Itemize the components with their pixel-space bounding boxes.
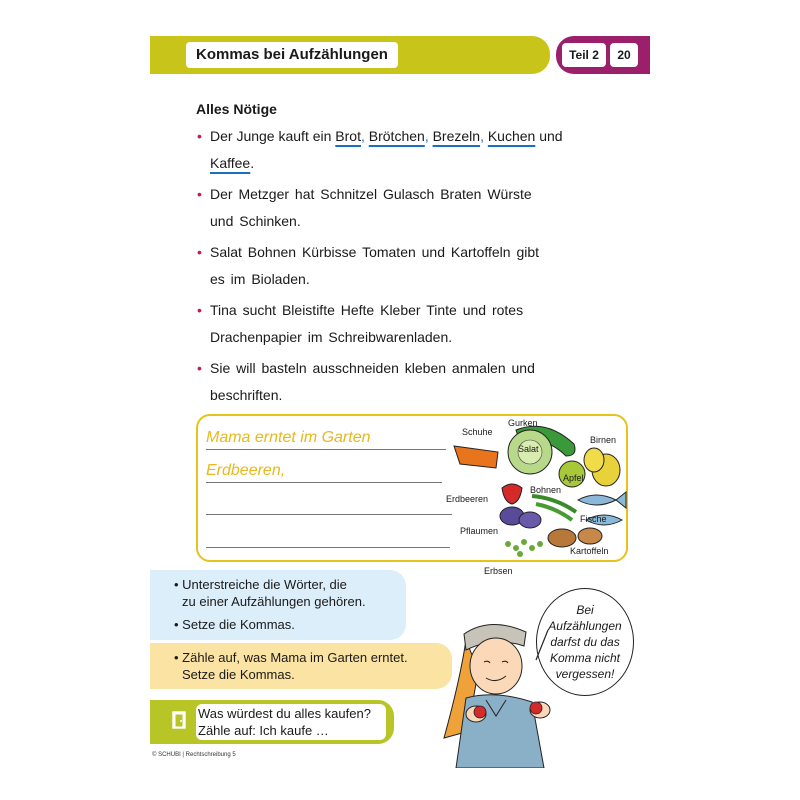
sentence-4-line2: Drachenpapier im Schreibwarenladen. [210,329,453,345]
instruction-list-harvest [174,649,408,683]
page-number: 20 [610,43,638,67]
instruction-text: • Zähle auf, was Mama im Garten erntet. [174,650,408,665]
answer-line[interactable] [206,514,452,515]
underlined-word: Brezeln [432,128,481,144]
sentence-1-period: . [250,155,255,171]
instruction-text: zu einer Aufzählungen gehören. [182,594,366,609]
label-erdbeeren: Erdbeeren [446,494,489,504]
underlined-word: Brötchen [368,128,425,144]
bullet: • [197,302,202,318]
bullet: • [197,360,202,376]
speech-line: Aufzählungen [548,619,622,633]
comma: , [360,128,369,144]
comma: , [480,128,488,144]
label-gurken: Gurken [508,418,538,428]
label-kartoffeln: Kartoffeln [570,546,609,556]
instruction-text: Was würdest du alles kaufen? [198,706,371,721]
bullet: • [197,244,202,260]
underlined-word: Kuchen [487,128,536,144]
sentence-3 [210,239,610,293]
footer-copyright: © SCHUBI | Rechtschreibung 5 [152,752,236,758]
bullet: • [197,186,202,202]
speech-line: vergessen! [555,667,615,681]
sentence-5-line1: Sie will basteln ausschneiden kleben anmalen und [210,360,535,376]
sentence-4-line1: Tina sucht Bleistifte Hefte Kleber Tinte und rotes [210,302,524,318]
instruction-what-buy [198,705,371,739]
comma: , [424,128,433,144]
part-badge: Teil 2 [562,43,606,67]
label-bohnen: Bohnen [530,485,562,495]
speech-line: Komma nicht [549,651,621,665]
sentence-1 [210,123,610,177]
bullet: • [197,128,202,144]
underlined-word: Brot [335,128,361,144]
instruction-text: Zähle auf: Ich kaufe … [198,723,329,738]
instruction-set-commas: • Setze die Kommas. [174,617,295,632]
sentence-2-line1: Der Metzger hat Schnitzel Gulasch Braten Würste [210,186,532,202]
garden-prompt: Mama erntet im Garten [206,429,371,446]
label-schuhe: Schuhe [462,427,493,437]
sentence-5-line2: beschriften. [210,387,283,403]
label-birnen: Birnen [590,435,617,445]
answer-line[interactable] [206,449,446,450]
instruction-text: • Unterstreiche die Wörter, die [174,577,347,592]
sentence-1-end: und [535,128,563,144]
sentence-5 [210,355,610,409]
instruction-text: Setze die Kommas. [182,667,295,682]
label-erbsen: Erbsen [484,566,513,576]
garden-first-answer: Erdbeeren, [206,462,286,479]
sentence-4 [210,297,610,351]
sentence-3-line2: es im Bioladen. [210,271,310,287]
label-salat: Salat [518,444,539,454]
answer-line[interactable] [206,547,450,548]
speech-line: Bei [576,603,594,617]
girl-illustration [440,620,570,768]
sentence-2-line2: und Schinken. [210,213,301,229]
instruction-underline [174,576,366,610]
sentence-1-start: Der Junge kauft ein [210,128,336,144]
speech-line: darfst du das [550,635,620,649]
page-title: Kommas bei Aufzählungen [186,42,398,68]
label-fische: Fische [580,514,607,524]
underlined-word: Kaffee [210,155,251,171]
sentence-3-line1: Salat Bohnen Kürbisse Tomaten und Kartoffeln gibt [210,244,540,260]
section-title: Alles Nötige [196,101,277,117]
door-icon [172,711,186,729]
label-pflaumen: Pflaumen [460,526,499,536]
answer-line[interactable] [206,482,442,483]
label-apfel: Apfel [563,473,584,483]
sentence-2 [210,181,610,235]
